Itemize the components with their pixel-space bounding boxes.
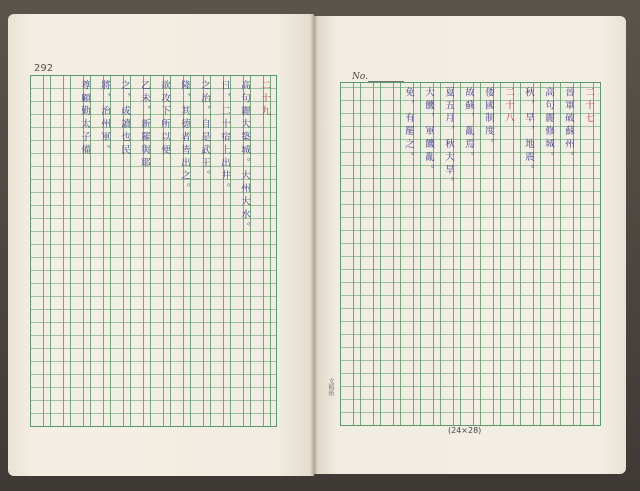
text-column: 之，成讀也民 (119, 80, 130, 158)
text-column: 高句麗大築城。大州大水。 (239, 80, 250, 235)
text-column: 之治，自是武王。 (199, 80, 210, 184)
text-column: 欲攻下所以便 (159, 80, 170, 158)
text-column: 夏五月，秋大旱。 (443, 87, 454, 191)
text-column: 秋，旱，地震。 (523, 87, 534, 178)
text-column: 大饑，軍饑亂。 (423, 87, 434, 178)
right-manuscript-grid (340, 82, 601, 426)
text-column: 倭國制度。 (483, 87, 494, 152)
text-column: 二十七 (583, 87, 594, 126)
paper-mark: 文稿紙 (327, 378, 334, 396)
text-column: 高句麗修城。 (543, 87, 554, 165)
text-column: 日，二十宿上出井。 (219, 80, 230, 197)
text-column: 二十九 (259, 80, 270, 119)
text-column: 乙未，新羅與耶 (139, 80, 150, 171)
no-label: No. (352, 72, 368, 82)
page-number: 292 (34, 63, 54, 74)
text-column: 二十八 (503, 87, 514, 126)
text-column: 尊顧勤太子備 (79, 80, 90, 158)
book-gutter (310, 14, 318, 476)
text-column: 將，治州軍。 (99, 80, 110, 158)
grid-size-label: (24×28) (448, 426, 482, 435)
text-column: 晉軍破蘇州。 (563, 87, 574, 165)
text-column: 故蘇，亂焉。 (463, 87, 474, 165)
left-manuscript-grid (30, 75, 277, 427)
text-column: 免，有罷之。 (403, 87, 414, 165)
text-column: 隆，其德者皆出之。 (179, 80, 190, 197)
